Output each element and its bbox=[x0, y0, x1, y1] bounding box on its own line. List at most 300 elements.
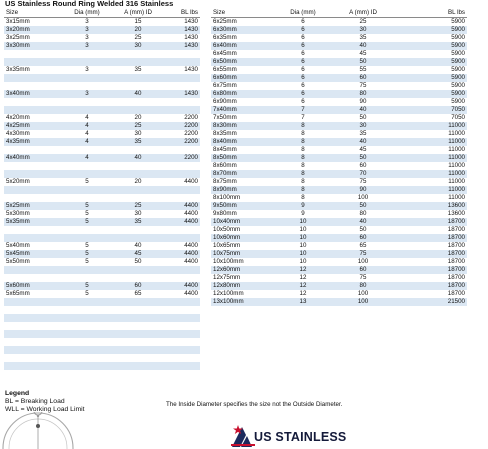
right-table-row bbox=[211, 154, 467, 162]
bl-cell: 4400 bbox=[184, 210, 198, 217]
id-cell: 100 bbox=[325, 298, 401, 306]
size-cell: 5x35mm bbox=[4, 218, 64, 226]
id-cell: 25 bbox=[134, 34, 142, 41]
bl-cell: 2200 bbox=[166, 154, 200, 162]
dia-cell bbox=[64, 74, 110, 82]
bl-cell: 18700 bbox=[401, 234, 467, 242]
size-cell bbox=[4, 162, 64, 170]
dia-cell: 8 bbox=[301, 162, 305, 169]
right-table-row bbox=[211, 130, 467, 138]
id-cell: 30 bbox=[325, 122, 401, 130]
size-cell: 8x90mm bbox=[211, 186, 281, 194]
id-cell: 55 bbox=[359, 66, 367, 73]
right-table-row bbox=[211, 34, 467, 42]
size-cell bbox=[4, 266, 64, 274]
dia-cell: 5 bbox=[85, 242, 89, 249]
dia-cell: 5 bbox=[85, 290, 89, 297]
dia-cell: 10 bbox=[281, 234, 325, 242]
left-table-row bbox=[4, 338, 200, 346]
size-cell bbox=[4, 226, 64, 234]
left-table-row bbox=[4, 218, 200, 226]
id-cell: 80 bbox=[325, 282, 401, 290]
id-cell: 50 bbox=[134, 258, 142, 265]
size-cell: 7x40mm bbox=[211, 106, 281, 114]
id-cell: 60 bbox=[325, 234, 401, 242]
left-table-row bbox=[4, 98, 200, 106]
id-cell: 60 bbox=[359, 162, 367, 169]
bl-cell: 5900 bbox=[401, 42, 467, 50]
bl-cell: 5900 bbox=[451, 66, 465, 73]
diameter-note: The Inside Diameter specifies the size not the Outside Diameter. bbox=[166, 401, 343, 408]
id-cell bbox=[110, 58, 166, 66]
left-table-row bbox=[4, 146, 200, 154]
size-cell: 5x40mm bbox=[6, 242, 30, 249]
left-table-row bbox=[4, 250, 200, 258]
size-cell: 9x80mm bbox=[213, 210, 237, 217]
size-cell bbox=[4, 186, 64, 194]
size-cell: 3x25mm bbox=[6, 34, 30, 41]
dia-cell: 8 bbox=[301, 194, 305, 201]
id-cell bbox=[110, 362, 166, 370]
size-cell bbox=[4, 322, 64, 330]
bl-cell bbox=[166, 306, 200, 314]
left-table-row bbox=[4, 290, 200, 298]
right-table-row bbox=[211, 298, 467, 306]
dia-cell: 4 bbox=[85, 130, 89, 137]
left-table-row bbox=[4, 330, 200, 338]
size-cell: 10x60mm bbox=[211, 234, 281, 242]
size-cell: 5x45mm bbox=[4, 250, 64, 258]
id-cell: 70 bbox=[325, 170, 401, 178]
bl-cell: 4400 bbox=[166, 218, 200, 226]
dia-cell: 12 bbox=[281, 282, 325, 290]
size-cell: 6x35mm bbox=[213, 34, 237, 41]
legend bbox=[5, 390, 85, 414]
left-table-row bbox=[4, 282, 200, 290]
bl-cell: 1430 bbox=[184, 66, 198, 73]
size-cell: 5x20mm bbox=[6, 178, 30, 185]
right-table-row bbox=[211, 42, 467, 50]
dia-cell: 10 bbox=[299, 242, 307, 249]
dia-cell: 5 bbox=[64, 202, 110, 210]
size-header: Size bbox=[4, 9, 64, 18]
right-table-row bbox=[211, 202, 467, 210]
bl-cell bbox=[166, 194, 200, 202]
dia-cell: 6 bbox=[281, 58, 325, 66]
id-cell: 65 bbox=[359, 242, 367, 249]
size-cell bbox=[4, 146, 64, 154]
size-cell: 3x35mm bbox=[6, 66, 30, 73]
bl-cell bbox=[166, 314, 200, 322]
dia-cell bbox=[64, 98, 110, 106]
dia-cell: 12 bbox=[299, 290, 307, 297]
size-cell: 12x100mm bbox=[213, 290, 244, 297]
right-table-row bbox=[211, 266, 467, 274]
size-header: Size bbox=[211, 9, 281, 18]
size-cell: 10x100mm bbox=[213, 258, 244, 265]
dia-cell: 5 bbox=[64, 250, 110, 258]
left-table-row bbox=[4, 90, 200, 98]
size-cell bbox=[4, 330, 64, 338]
left-table-row bbox=[4, 106, 200, 114]
dia-cell bbox=[64, 226, 110, 234]
size-cell: 6x55mm bbox=[213, 66, 237, 73]
size-cell: 10x50mm bbox=[213, 226, 241, 233]
id-cell bbox=[110, 226, 166, 234]
id-cell bbox=[110, 354, 166, 362]
ring-diagram-icon bbox=[2, 412, 86, 449]
id-cell bbox=[110, 330, 166, 338]
bl-cell: 5900 bbox=[451, 34, 465, 41]
left-table-row bbox=[4, 322, 200, 330]
size-cell: 8x40mm bbox=[211, 138, 281, 146]
dia-cell: 7 bbox=[281, 106, 325, 114]
size-cell bbox=[4, 298, 64, 306]
id-cell: 40 bbox=[110, 154, 166, 162]
size-cell: 9x50mm bbox=[211, 202, 281, 210]
id-cell bbox=[110, 234, 166, 242]
left-table-row bbox=[4, 34, 200, 42]
id-cell: 35 bbox=[110, 138, 166, 146]
id-cell bbox=[110, 146, 166, 154]
bl-cell bbox=[166, 266, 200, 274]
id-cell bbox=[110, 186, 166, 194]
bl-cell bbox=[166, 58, 200, 66]
left-table-row bbox=[4, 370, 200, 378]
left-table-row bbox=[4, 42, 200, 50]
dia-cell: 5 bbox=[64, 218, 110, 226]
bl-cell: 2200 bbox=[166, 138, 200, 146]
bl-cell: 1430 bbox=[184, 34, 198, 41]
dia-cell bbox=[64, 234, 110, 242]
bl-cell: 2200 bbox=[166, 122, 200, 130]
dia-cell bbox=[64, 322, 110, 330]
right-header-row bbox=[211, 9, 467, 18]
right-table-row bbox=[211, 66, 467, 74]
size-cell: 4x20mm bbox=[6, 114, 30, 121]
dia-cell: 8 bbox=[301, 130, 305, 137]
id-cell: 80 bbox=[325, 90, 401, 98]
left-table-row bbox=[4, 354, 200, 362]
id-cell: 40 bbox=[110, 90, 166, 98]
id-cell bbox=[110, 266, 166, 274]
left-table-row bbox=[4, 186, 200, 194]
id-cell: 60 bbox=[325, 74, 401, 82]
bl-cell bbox=[166, 346, 200, 354]
left-header-row bbox=[4, 9, 200, 18]
right-size-table bbox=[211, 9, 467, 306]
id-cell bbox=[110, 314, 166, 322]
left-table-row bbox=[4, 58, 200, 66]
bl-cell: 11000 bbox=[401, 170, 467, 178]
id-cell: 25 bbox=[359, 18, 367, 25]
bl-cell: 7050 bbox=[451, 114, 465, 121]
dia-cell: 3 bbox=[85, 66, 89, 73]
size-cell: 3x40mm bbox=[4, 90, 64, 98]
legend-title: Legend bbox=[5, 390, 30, 397]
dia-cell: 12 bbox=[281, 266, 325, 274]
dia-cell: 6 bbox=[281, 26, 325, 34]
id-cell: 100 bbox=[357, 258, 369, 265]
right-table-row bbox=[211, 234, 467, 242]
left-table-row bbox=[4, 274, 200, 282]
bl-cell: 1430 bbox=[166, 90, 200, 98]
size-cell: 6x45mm bbox=[213, 50, 237, 57]
id-cell bbox=[110, 50, 166, 58]
size-cell bbox=[4, 170, 64, 178]
id-cell: 60 bbox=[325, 266, 401, 274]
right-table-row bbox=[211, 170, 467, 178]
dia-cell: 8 bbox=[281, 138, 325, 146]
dia-cell: 8 bbox=[301, 146, 305, 153]
right-table-row bbox=[211, 146, 467, 154]
dia-cell bbox=[64, 58, 110, 66]
right-table-row bbox=[211, 282, 467, 290]
size-cell: 6x25mm bbox=[213, 18, 237, 25]
dia-cell: 10 bbox=[299, 258, 307, 265]
id-header: A (mm) ID bbox=[110, 9, 166, 18]
bl-cell: 18700 bbox=[401, 266, 467, 274]
size-cell: 6x80mm bbox=[211, 90, 281, 98]
size-cell: 6x40mm bbox=[211, 42, 281, 50]
right-table-row bbox=[211, 194, 467, 202]
right-table-row bbox=[211, 218, 467, 226]
dia-cell bbox=[64, 194, 110, 202]
left-table-row bbox=[4, 162, 200, 170]
size-cell: 6x60mm bbox=[211, 74, 281, 82]
bl-cell: 11000 bbox=[448, 130, 465, 137]
id-cell: 100 bbox=[357, 194, 369, 201]
bl-cell bbox=[166, 234, 200, 242]
right-table-row bbox=[211, 226, 467, 234]
right-table-row bbox=[211, 250, 467, 258]
id-cell: 60 bbox=[110, 282, 166, 290]
size-cell: 8x35mm bbox=[213, 130, 237, 137]
size-cell: 13x100mm bbox=[211, 298, 281, 306]
id-cell: 75 bbox=[325, 250, 401, 258]
right-table-row bbox=[211, 82, 467, 90]
dia-cell: 4 bbox=[64, 154, 110, 162]
size-cell bbox=[4, 346, 64, 354]
bl-cell bbox=[166, 186, 200, 194]
id-cell bbox=[110, 98, 166, 106]
left-table-row bbox=[4, 154, 200, 162]
left-table-row bbox=[4, 114, 200, 122]
dia-cell: 10 bbox=[281, 218, 325, 226]
left-table-row bbox=[4, 362, 200, 370]
dia-cell bbox=[64, 274, 110, 282]
dia-cell: 5 bbox=[85, 210, 89, 217]
dia-cell: 5 bbox=[85, 178, 89, 185]
left-table-row bbox=[4, 178, 200, 186]
left-table-row bbox=[4, 18, 200, 27]
bl-cell: 11000 bbox=[448, 146, 465, 153]
bl-cell: 1430 bbox=[166, 42, 200, 50]
right-table-row bbox=[211, 186, 467, 194]
size-cell: 5x30mm bbox=[6, 210, 30, 217]
id-cell: 75 bbox=[359, 82, 367, 89]
bl-cell: 2200 bbox=[184, 114, 198, 121]
bl-cell: 18700 bbox=[401, 282, 467, 290]
dia-cell: 9 bbox=[281, 202, 325, 210]
bl-cell: 5900 bbox=[451, 82, 465, 89]
dia-cell bbox=[64, 106, 110, 114]
id-cell bbox=[110, 306, 166, 314]
left-size-table bbox=[4, 9, 200, 378]
right-table-row bbox=[211, 114, 467, 122]
size-cell: 4x25mm bbox=[4, 122, 64, 130]
right-table-row bbox=[211, 90, 467, 98]
id-cell: 40 bbox=[325, 138, 401, 146]
size-cell: 10x65mm bbox=[213, 242, 241, 249]
dia-cell: 5 bbox=[64, 282, 110, 290]
id-cell bbox=[110, 106, 166, 114]
bl-cell: 21500 bbox=[401, 298, 467, 306]
dia-cell bbox=[64, 186, 110, 194]
bl-cell: 2200 bbox=[184, 130, 198, 137]
right-table-row bbox=[211, 74, 467, 82]
size-cell bbox=[4, 194, 64, 202]
right-table-row bbox=[211, 98, 467, 106]
id-cell: 45 bbox=[110, 250, 166, 258]
bl-cell bbox=[166, 162, 200, 170]
id-cell: 40 bbox=[325, 218, 401, 226]
dia-cell: 10 bbox=[281, 250, 325, 258]
bl-cell: 5900 bbox=[401, 74, 467, 82]
bl-cell: 4400 bbox=[166, 250, 200, 258]
size-cell bbox=[4, 82, 64, 90]
size-cell: 3x30mm bbox=[4, 42, 64, 50]
logo-wordmark: US STAINLESS bbox=[254, 430, 347, 444]
id-cell bbox=[110, 74, 166, 82]
bl-cell: 11000 bbox=[401, 186, 467, 194]
bl-cell bbox=[166, 370, 200, 378]
bl-cell: 18700 bbox=[447, 242, 465, 249]
bl-cell: 11000 bbox=[401, 138, 467, 146]
id-cell: 50 bbox=[359, 226, 367, 233]
bl-cell: 13600 bbox=[447, 210, 465, 217]
bl-header: BL lbs bbox=[401, 9, 467, 18]
dia-cell: 7 bbox=[301, 114, 305, 121]
dia-cell: 4 bbox=[85, 114, 89, 121]
size-cell bbox=[4, 58, 64, 66]
dia-cell: 8 bbox=[281, 170, 325, 178]
dia-cell bbox=[64, 306, 110, 314]
size-cell: 10x40mm bbox=[211, 218, 281, 226]
bl-cell: 11000 bbox=[448, 162, 465, 169]
id-cell: 35 bbox=[110, 218, 166, 226]
dia-cell: 10 bbox=[299, 226, 307, 233]
dia-cell bbox=[64, 266, 110, 274]
bl-cell: 18700 bbox=[447, 274, 465, 281]
id-cell: 35 bbox=[359, 130, 367, 137]
dia-cell: 3 bbox=[85, 34, 89, 41]
size-cell: 12x80mm bbox=[211, 282, 281, 290]
size-cell: 3x20mm bbox=[4, 26, 64, 34]
left-table-row bbox=[4, 298, 200, 306]
dia-cell: 6 bbox=[301, 34, 305, 41]
id-cell bbox=[110, 82, 166, 90]
bl-cell bbox=[166, 338, 200, 346]
dia-cell: 3 bbox=[85, 18, 89, 25]
id-cell: 50 bbox=[359, 114, 367, 121]
bl-cell: 18700 bbox=[447, 226, 465, 233]
right-table-row bbox=[211, 210, 467, 218]
id-cell bbox=[110, 194, 166, 202]
size-cell bbox=[4, 74, 64, 82]
right-table-row bbox=[211, 162, 467, 170]
bl-cell: 5900 bbox=[401, 58, 467, 66]
size-cell bbox=[4, 314, 64, 322]
dia-cell: 6 bbox=[281, 42, 325, 50]
bl-cell bbox=[166, 226, 200, 234]
size-cell: 8x75mm bbox=[213, 178, 237, 185]
dia-cell: 8 bbox=[281, 186, 325, 194]
bl-cell bbox=[166, 354, 200, 362]
size-cell bbox=[4, 370, 64, 378]
size-cell bbox=[4, 362, 64, 370]
bl-cell: 5900 bbox=[451, 98, 465, 105]
id-cell bbox=[110, 274, 166, 282]
id-cell: 50 bbox=[325, 202, 401, 210]
left-table-row bbox=[4, 210, 200, 218]
id-cell: 45 bbox=[359, 146, 367, 153]
id-cell: 40 bbox=[134, 242, 142, 249]
dia-cell: 5 bbox=[85, 258, 89, 265]
left-table-row bbox=[4, 314, 200, 322]
right-table-row bbox=[211, 258, 467, 266]
size-cell: 12x75mm bbox=[213, 274, 241, 281]
size-cell: 5x60mm bbox=[4, 282, 64, 290]
dia-cell: 12 bbox=[299, 274, 307, 281]
id-cell: 40 bbox=[325, 42, 401, 50]
left-table-row bbox=[4, 306, 200, 314]
size-cell: 12x60mm bbox=[211, 266, 281, 274]
bl-cell: 4400 bbox=[166, 282, 200, 290]
dia-cell bbox=[64, 362, 110, 370]
size-cell: 6x50mm bbox=[211, 58, 281, 66]
right-table-row bbox=[211, 26, 467, 34]
size-cell bbox=[4, 106, 64, 114]
size-cell: 4x40mm bbox=[4, 154, 64, 162]
left-table-row bbox=[4, 50, 200, 58]
size-cell: 3x15mm bbox=[6, 18, 30, 25]
dia-cell bbox=[64, 338, 110, 346]
bl-cell: 7050 bbox=[401, 106, 467, 114]
bl-cell: 5900 bbox=[451, 50, 465, 57]
id-cell: 15 bbox=[134, 18, 142, 25]
bl-cell: 5900 bbox=[451, 18, 465, 25]
id-cell bbox=[110, 338, 166, 346]
bl-header: BL lbs bbox=[166, 9, 200, 18]
size-cell: 7x50mm bbox=[213, 114, 237, 121]
id-cell bbox=[110, 162, 166, 170]
size-cell: 8x100mm bbox=[213, 194, 241, 201]
left-table-row bbox=[4, 170, 200, 178]
bl-cell bbox=[166, 170, 200, 178]
dia-cell: 6 bbox=[301, 50, 305, 57]
id-cell: 30 bbox=[134, 210, 142, 217]
id-cell: 25 bbox=[110, 202, 166, 210]
size-cell: 8x30mm bbox=[211, 122, 281, 130]
dia-cell: 8 bbox=[281, 154, 325, 162]
size-cell bbox=[4, 274, 64, 282]
bl-cell bbox=[166, 298, 200, 306]
dia-cell bbox=[64, 146, 110, 154]
size-cell: 4x30mm bbox=[6, 130, 30, 137]
bl-cell: 11000 bbox=[448, 194, 465, 201]
right-table-row bbox=[211, 58, 467, 66]
